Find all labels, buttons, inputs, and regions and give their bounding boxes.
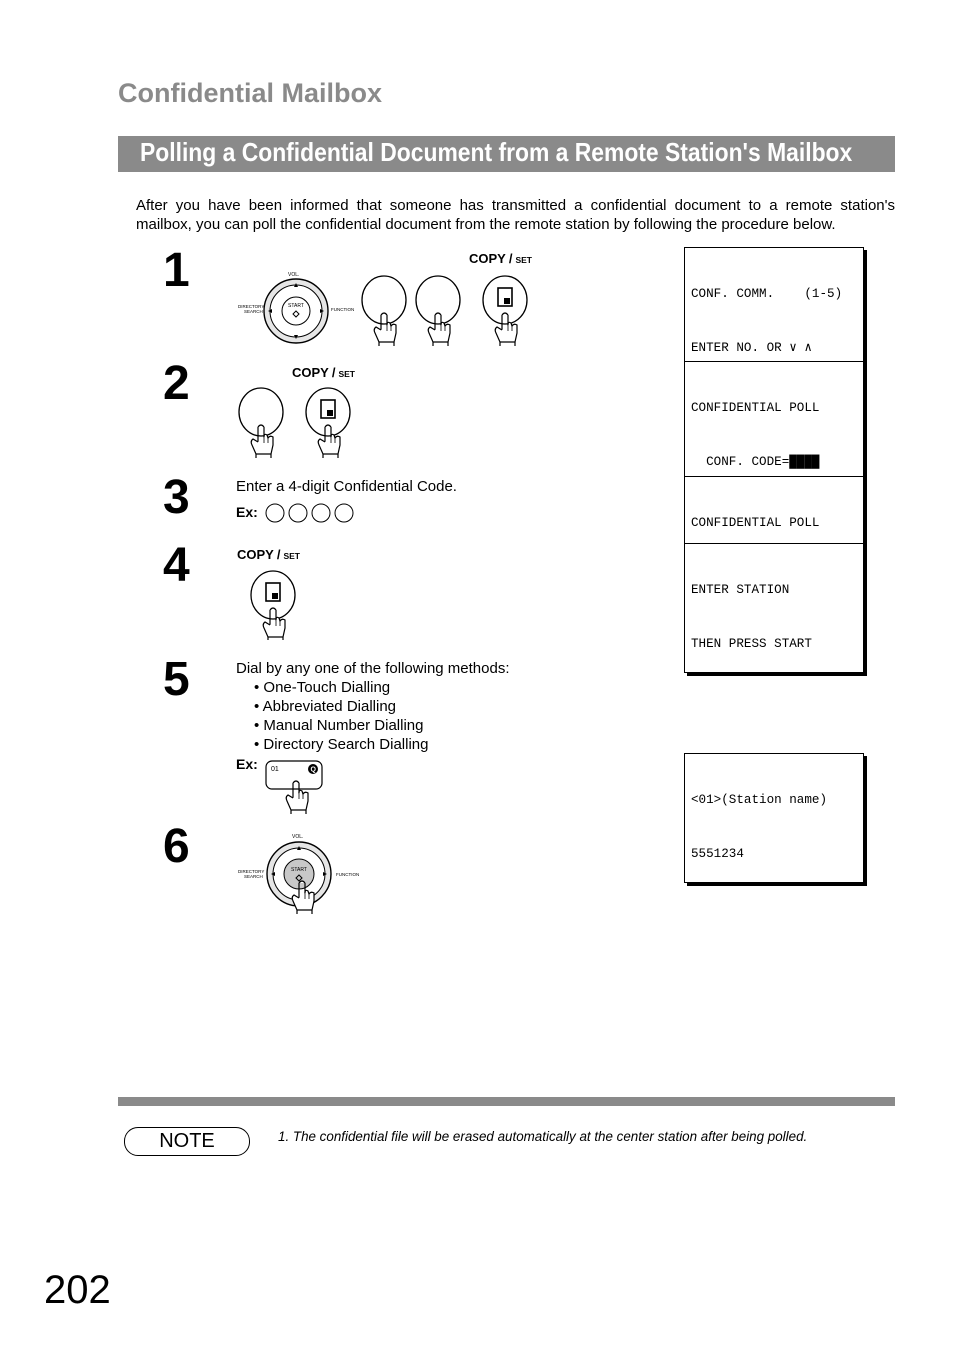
svg-text:Q: Q <box>310 766 316 774</box>
step-2-keys-illustration <box>232 360 372 460</box>
step-1-lcd: CONF. COMM. (1-5) ENTER NO. OR ∨ ∧ <box>684 247 864 377</box>
step-1-number: 1 <box>163 244 190 297</box>
method-directory-search: • Directory Search Dialling <box>254 735 556 754</box>
start-dial-pad-icon <box>238 272 354 343</box>
step-2-number: 2 <box>163 357 190 410</box>
copy-set-key-icon <box>237 547 301 640</box>
svg-text:DIRECTORY: DIRECTORY <box>238 869 265 874</box>
step-5-number: 5 <box>163 653 190 706</box>
title-banner <box>118 136 895 172</box>
step-5-lcd: <01>(Station name) 5551234 <box>684 753 864 883</box>
svg-text:DIRECTORY: DIRECTORY <box>238 304 265 309</box>
svg-text:SEARCH: SEARCH <box>244 309 263 314</box>
step-5-ex-label: Ex: <box>236 756 258 772</box>
step-4-lcd: ENTER STATION THEN PRESS START <box>684 543 864 673</box>
step-3-number: 3 <box>163 471 190 524</box>
note-badge: NOTE <box>124 1127 250 1156</box>
svg-text:VOL.: VOL. <box>288 272 300 278</box>
svg-text:START: START <box>291 867 307 873</box>
code-digit-keys-icon <box>264 502 360 524</box>
one-touch-key-icon <box>262 758 328 814</box>
step-2-lcd: CONFIDENTIAL POLL CONF. CODE=████ <box>684 361 864 491</box>
copy-set-key-icon <box>469 251 533 346</box>
svg-text:COPY/SET: COPY / SET <box>237 547 300 562</box>
step-3-ex-label: Ex: <box>236 504 258 520</box>
svg-text:VOL.: VOL. <box>292 834 304 840</box>
svg-text:FUNCTION: FUNCTION <box>331 307 355 312</box>
method-abbreviated: • Abbreviated Dialling <box>254 697 556 716</box>
dialling-methods-list <box>236 678 556 754</box>
page-number: 202 <box>44 1268 111 1312</box>
banner-title: Polling a Confidential Document from a Remote Station's Mailbox <box>140 137 853 167</box>
copy-set-key-icon <box>292 365 356 458</box>
step-5-instruction <box>236 659 556 754</box>
step-3-instruction: Enter a 4-digit Confidential Code. <box>236 478 457 495</box>
start-dial-pad-icon <box>232 826 362 914</box>
one-touch-key-icon <box>239 388 283 458</box>
method-manual: • Manual Number Dialling <box>254 716 556 735</box>
step-4-number: 4 <box>163 539 190 592</box>
svg-text:COPY/SET: COPY / SET <box>469 251 532 266</box>
note-text: 1. The confidential file will be erased automatically at the center station after being polled. <box>278 1129 808 1144</box>
step-5-lead: Dial by any one of the following methods: <box>236 660 510 677</box>
step-4-keys-illustration <box>234 544 324 640</box>
method-one-touch: • One-Touch Dialling <box>254 678 556 697</box>
step-1-keys-illustration <box>230 244 550 348</box>
svg-text:SEARCH: SEARCH <box>244 874 263 879</box>
one-touch-key-right-icon <box>416 276 460 346</box>
section-divider <box>118 1097 895 1106</box>
step-6-number: 6 <box>163 820 190 873</box>
svg-text:COPY/SET: COPY / SET <box>292 365 355 380</box>
svg-text:FUNCTION: FUNCTION <box>336 872 360 877</box>
step-3-lcd: CONFIDENTIAL POLL <box>684 476 864 606</box>
svg-text:01: 01 <box>271 766 279 773</box>
section-title: Confidential Mailbox <box>118 78 383 108</box>
intro-paragraph: After you have been informed that someone has transmitted a confidential document to a remote station's mailbox, you can poll the confidential document from the remote station by following the procedure below. <box>136 197 895 233</box>
svg-text:START: START <box>288 303 304 309</box>
one-touch-key-left-icon <box>362 276 406 346</box>
